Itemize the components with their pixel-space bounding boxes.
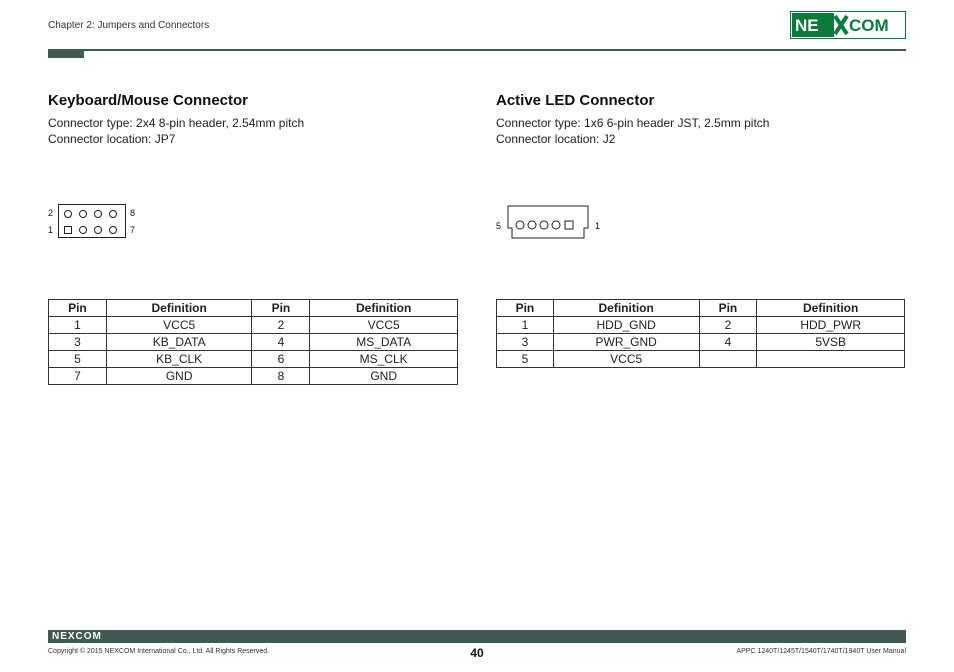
pin-header-outline: [58, 204, 126, 238]
keyboard-mouse-location: Connector location: JP7: [48, 132, 176, 146]
table-cell: 5: [497, 351, 554, 368]
footer-corner-mark: [890, 630, 896, 636]
table-cell: 1: [497, 317, 554, 334]
keyboard-mouse-type: Connector type: 2x4 8-pin header, 2.54mm pitch: [48, 116, 305, 130]
nexcom-logo: [790, 11, 906, 39]
chapter-title: Chapter 2: Jumpers and Connectors: [48, 20, 210, 31]
col-header-pin: Pin: [49, 300, 107, 317]
active-led-type: Connector type: 1x6 6-pin header JST, 2.5mm pitch: [496, 116, 770, 130]
table-cell: 5VSB: [757, 334, 905, 351]
col-header-definition: Definition: [106, 300, 252, 317]
pin-hole: [79, 210, 87, 218]
keyboard-mouse-title: Keyboard/Mouse Connector: [48, 92, 249, 109]
table-cell: 1: [49, 317, 107, 334]
col-header-pin: Pin: [252, 300, 310, 317]
table-row: [49, 368, 458, 385]
table-row: [497, 351, 905, 368]
footer-logo: NEXCOM: [52, 631, 102, 642]
pin-label-1: 1: [595, 221, 601, 231]
table-cell: 2: [252, 317, 310, 334]
table-cell: HDD_GND: [553, 317, 699, 334]
table-cell: KB_CLK: [106, 351, 252, 368]
table-row: [49, 334, 458, 351]
table-cell: 6: [252, 351, 310, 368]
table-cell: GND: [310, 368, 458, 385]
table-cell: 7: [49, 368, 107, 385]
active-led-title: Active LED Connector: [496, 92, 655, 109]
table-cell: VCC5: [106, 317, 252, 334]
table-cell: VCC5: [553, 351, 699, 368]
nexcom-logo-icon: [791, 12, 905, 38]
keyboard-mouse-pin-diagram: [48, 204, 140, 242]
col-header-definition: Definition: [310, 300, 458, 317]
table-cell: 5: [49, 351, 107, 368]
pin-hole: [64, 210, 72, 218]
table-cell: 8: [252, 368, 310, 385]
svg-text:NE: NE: [795, 16, 819, 35]
table-cell: 2: [699, 317, 757, 334]
table-header-row: [49, 300, 458, 317]
copyright: Copyright © 2015 NEXCOM International Co., Ltd. All Rights Reserved.: [48, 648, 270, 655]
table-cell: VCC5: [310, 317, 458, 334]
pin-hole: [79, 226, 87, 234]
col-header-definition: Definition: [757, 300, 905, 317]
active-led-pin-diagram: [496, 204, 606, 244]
header-rule: [48, 49, 906, 51]
table-cell: MS_DATA: [310, 334, 458, 351]
pin-label-2: 2: [48, 208, 54, 218]
table-cell: PWR_GND: [553, 334, 699, 351]
table-row: [49, 351, 458, 368]
header-rule-block: [48, 49, 84, 58]
pin-row-bottom: [64, 226, 117, 234]
table-cell: [699, 351, 757, 368]
pin-hole: [109, 210, 117, 218]
keyboard-mouse-pin-table: [48, 299, 458, 385]
pin-1-square: [64, 226, 72, 234]
pin-hole: [94, 210, 102, 218]
table-cell: 3: [49, 334, 107, 351]
col-header-pin: Pin: [699, 300, 757, 317]
active-led-description: [496, 115, 769, 147]
table-cell: HDD_PWR: [757, 317, 905, 334]
table-row: [497, 317, 905, 334]
footer-bar: [48, 630, 906, 643]
table-cell: MS_CLK: [310, 351, 458, 368]
table-cell: KB_DATA: [106, 334, 252, 351]
table-cell: GND: [106, 368, 252, 385]
manual-title: APPC 1240T/1245T/1540T/1740T/1940T User Manual: [736, 648, 906, 655]
pin-label-5: 5: [496, 221, 502, 231]
pin-hole: [109, 226, 117, 234]
table-header-row: [497, 300, 905, 317]
active-led-pin-table: [496, 299, 905, 368]
table-cell: 4: [699, 334, 757, 351]
footer-corner-mark: [898, 637, 905, 643]
keyboard-mouse-description: [48, 115, 304, 147]
page-number: 40: [470, 646, 484, 660]
active-led-location: Connector location: J2: [496, 132, 616, 146]
col-header-pin: Pin: [497, 300, 554, 317]
table-cell: 3: [497, 334, 554, 351]
table-row: [49, 317, 458, 334]
table-cell: [757, 351, 905, 368]
jst-connector-outline-icon: [504, 204, 592, 242]
col-header-definition: Definition: [553, 300, 699, 317]
pin-label-7: 7: [130, 225, 136, 235]
pin-hole: [94, 226, 102, 234]
pin-label-1: 1: [48, 225, 54, 235]
pin-label-8: 8: [130, 208, 136, 218]
table-row: [497, 334, 905, 351]
svg-text:COM: COM: [849, 16, 889, 35]
pin-row-top: [64, 210, 117, 218]
table-cell: 4: [252, 334, 310, 351]
